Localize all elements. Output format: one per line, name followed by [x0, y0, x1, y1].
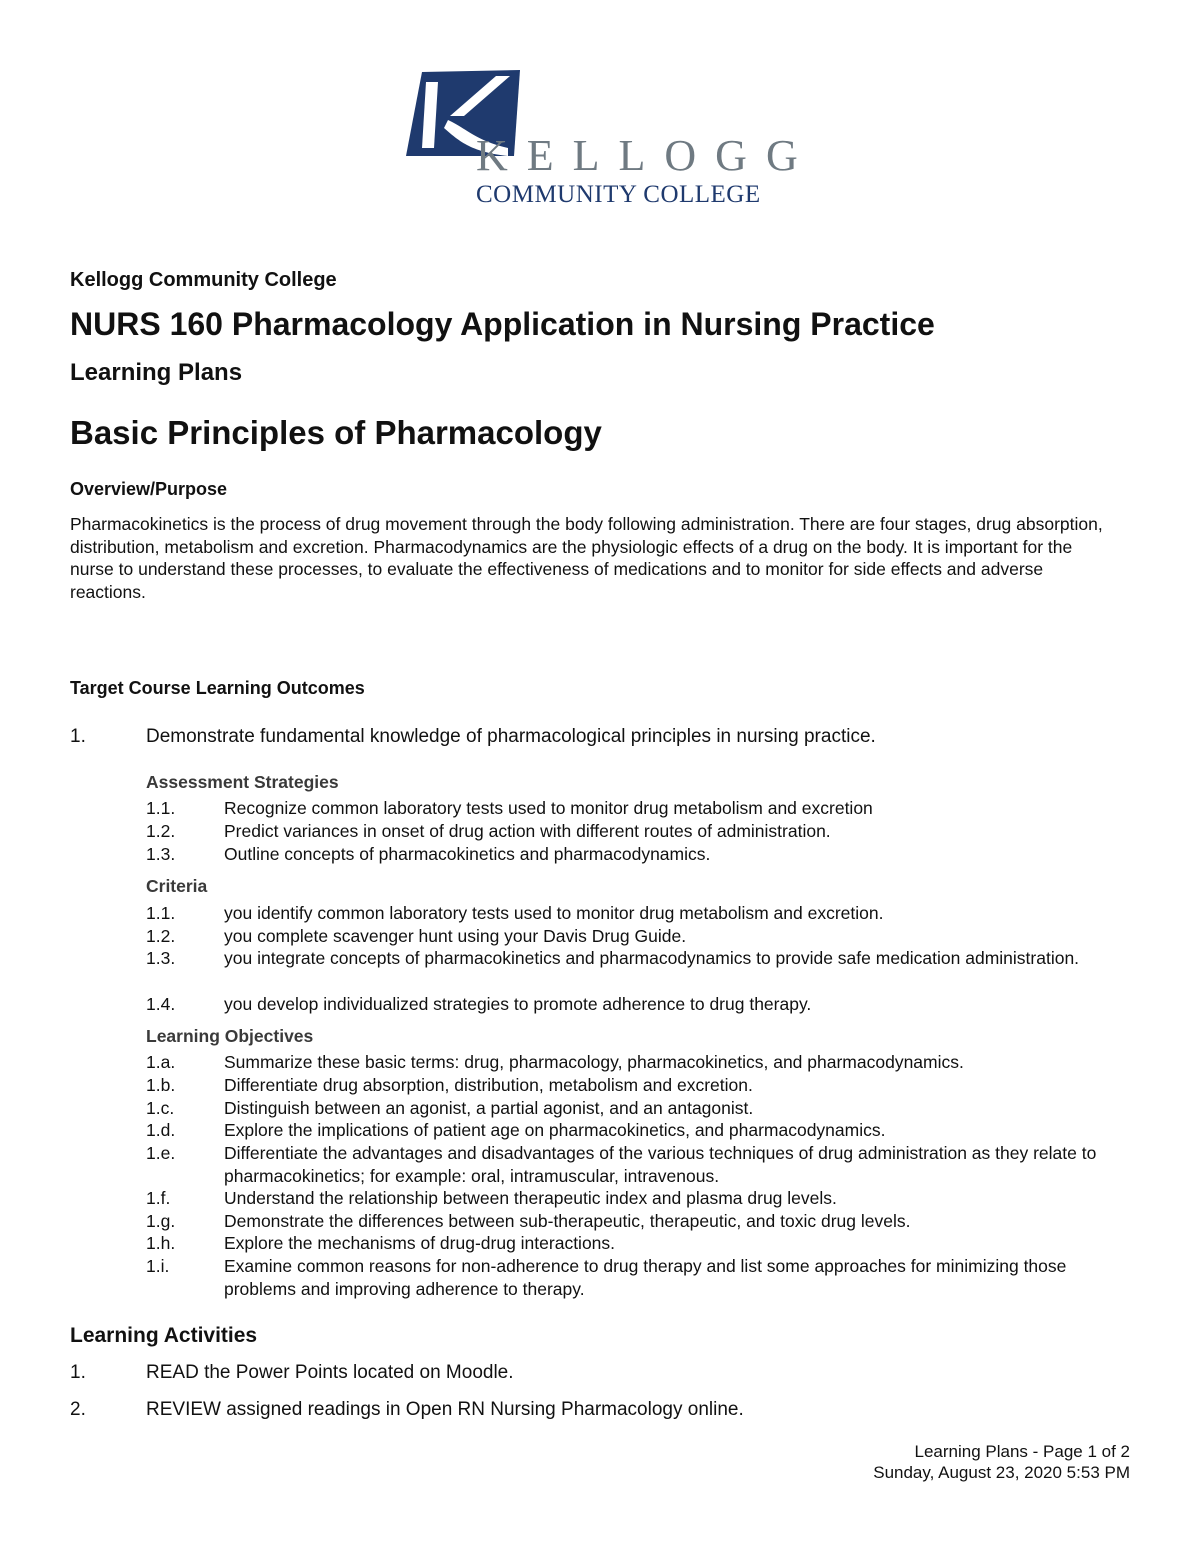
list-item-text: Demonstrate the differences between sub-therapeutic, therapeutic, and toxic drug levels.	[224, 1211, 911, 1231]
outcome-number: 1.	[70, 726, 86, 747]
course-title: NURS 160 Pharmacology Application in Nursing Practice	[70, 306, 935, 342]
list-item	[146, 843, 1106, 866]
topic-title: Basic Principles of Pharmacology	[70, 414, 602, 451]
section-title: Learning Plans	[70, 359, 243, 386]
list-item	[146, 902, 1106, 925]
list-item-number: 1.b.	[146, 1075, 176, 1095]
list-item-number: 1.4.	[146, 994, 176, 1014]
list-item	[146, 947, 1106, 970]
list-item-number: 1.2.	[146, 821, 176, 841]
logo-wordmark-community-college: COMMUNITY COLLEGE	[476, 181, 761, 208]
list-item-number: 1.e.	[146, 1143, 176, 1163]
list-item-text: you identify common laboratory tests used to monitor drug metabolism and excretion.	[224, 903, 884, 923]
list-item	[146, 797, 1106, 820]
outcomes-heading: Target Course Learning Outcomes	[70, 678, 365, 698]
footer-page-number: Learning Plans - Page 1 of 2	[914, 1442, 1130, 1461]
list-item-text: you complete scavenger hunt using your Davis Drug Guide.	[224, 926, 687, 946]
list-item	[146, 1097, 1106, 1120]
assessment-heading: Assessment Strategies	[146, 772, 339, 792]
list-item	[146, 1232, 1106, 1255]
list-item-text: Differentiate the advantages and disadvantages of the various techniques of drug administration as they relate to pharmacokinetics; for example: oral, intramuscular, intravenous.	[224, 1143, 1097, 1186]
criteria-heading: Criteria	[146, 876, 208, 896]
list-item-text: Explore the implications of patient age on pharmacokinetics, and pharmacodynamics.	[224, 1120, 886, 1140]
list-item-number: 1.3.	[146, 948, 176, 968]
list-item-text: REVIEW assigned readings in Open RN Nursing Pharmacology online.	[146, 1399, 744, 1420]
list-item-number: 1.h.	[146, 1233, 176, 1253]
list-item	[146, 1051, 1106, 1074]
overview-text: Pharmacokinetics is the process of drug movement through the body following administration. There are four stages, drug absorption, distribution, metabolism and excretion. Pharmacodynamics are the physiologic effects of a drug on the body. It is important for the nurse to understand these processes, to evaluate the effectiveness of medications and to monitor for side effects and adverse reactions.	[70, 514, 1103, 603]
list-item-text: you integrate concepts of pharmacokinetics and pharmacodynamics to provide safe medication administration.	[224, 948, 1080, 968]
list-item-text: Recognize common laboratory tests used to monitor drug metabolism and excretion	[224, 798, 873, 818]
list-item	[70, 1398, 1070, 1422]
list-item-text: Explore the mechanisms of drug-drug interactions.	[224, 1233, 616, 1253]
list-item	[146, 1255, 1106, 1300]
list-item-number: 1.i.	[146, 1256, 170, 1276]
college-name: Kellogg Community College	[70, 269, 337, 291]
college-logo	[404, 68, 817, 210]
list-item	[70, 1361, 1070, 1385]
list-item-number: 1.1.	[146, 903, 176, 923]
list-item-number: 1.a.	[146, 1052, 176, 1072]
list-item-text: Understand the relationship between therapeutic index and plasma drug levels.	[224, 1188, 837, 1208]
list-item-number: 1.3.	[146, 844, 176, 864]
outcome-text: Demonstrate fundamental knowledge of pharmacological principles in nursing practice.	[146, 726, 876, 747]
list-item-text: Distinguish between an agonist, a partial agonist, and an antagonist.	[224, 1098, 754, 1118]
list-item-number: 1.g.	[146, 1211, 176, 1231]
list-item-text: Examine common reasons for non-adherence to drug therapy and list some approaches for minimizing those problems and improving adherence to therapy.	[224, 1256, 1067, 1299]
list-item	[146, 993, 1106, 1016]
list-item	[146, 1142, 1106, 1187]
footer-datetime: Sunday, August 23, 2020 5:53 PM	[873, 1463, 1130, 1482]
list-item-text: Predict variances in onset of drug action with different routes of administration.	[224, 821, 831, 841]
activities-heading: Learning Activities	[70, 1324, 258, 1347]
list-item	[146, 1119, 1106, 1142]
list-item-text: Outline concepts of pharmacokinetics and pharmacodynamics.	[224, 844, 711, 864]
list-item-number: 1.	[70, 1362, 86, 1383]
list-item	[146, 1187, 1106, 1210]
overview-heading: Overview/Purpose	[70, 479, 228, 499]
objectives-heading: Learning Objectives	[146, 1026, 314, 1046]
list-item-text: you develop individualized strategies to promote adherence to drug therapy.	[224, 994, 812, 1014]
list-item-number: 1.c.	[146, 1098, 175, 1118]
logo-wordmark-kellogg: KELLOGG	[476, 131, 817, 180]
list-item-number: 1.1.	[146, 798, 176, 818]
list-item-number: 1.d.	[146, 1120, 176, 1140]
list-item-number: 1.f.	[146, 1188, 171, 1208]
list-item	[146, 925, 1106, 948]
list-item-number: 2.	[70, 1399, 86, 1420]
list-item	[146, 1210, 1106, 1233]
list-item	[146, 1074, 1106, 1097]
list-item	[146, 820, 1106, 843]
list-item-number: 1.2.	[146, 926, 176, 946]
list-item-text: READ the Power Points located on Moodle.	[146, 1362, 514, 1383]
list-item-text: Differentiate drug absorption, distribution, metabolism and excretion.	[224, 1075, 753, 1095]
page-footer	[873, 1441, 1130, 1483]
list-item-text: Summarize these basic terms: drug, pharmacology, pharmacokinetics, and pharmacodynamics.	[224, 1052, 964, 1072]
